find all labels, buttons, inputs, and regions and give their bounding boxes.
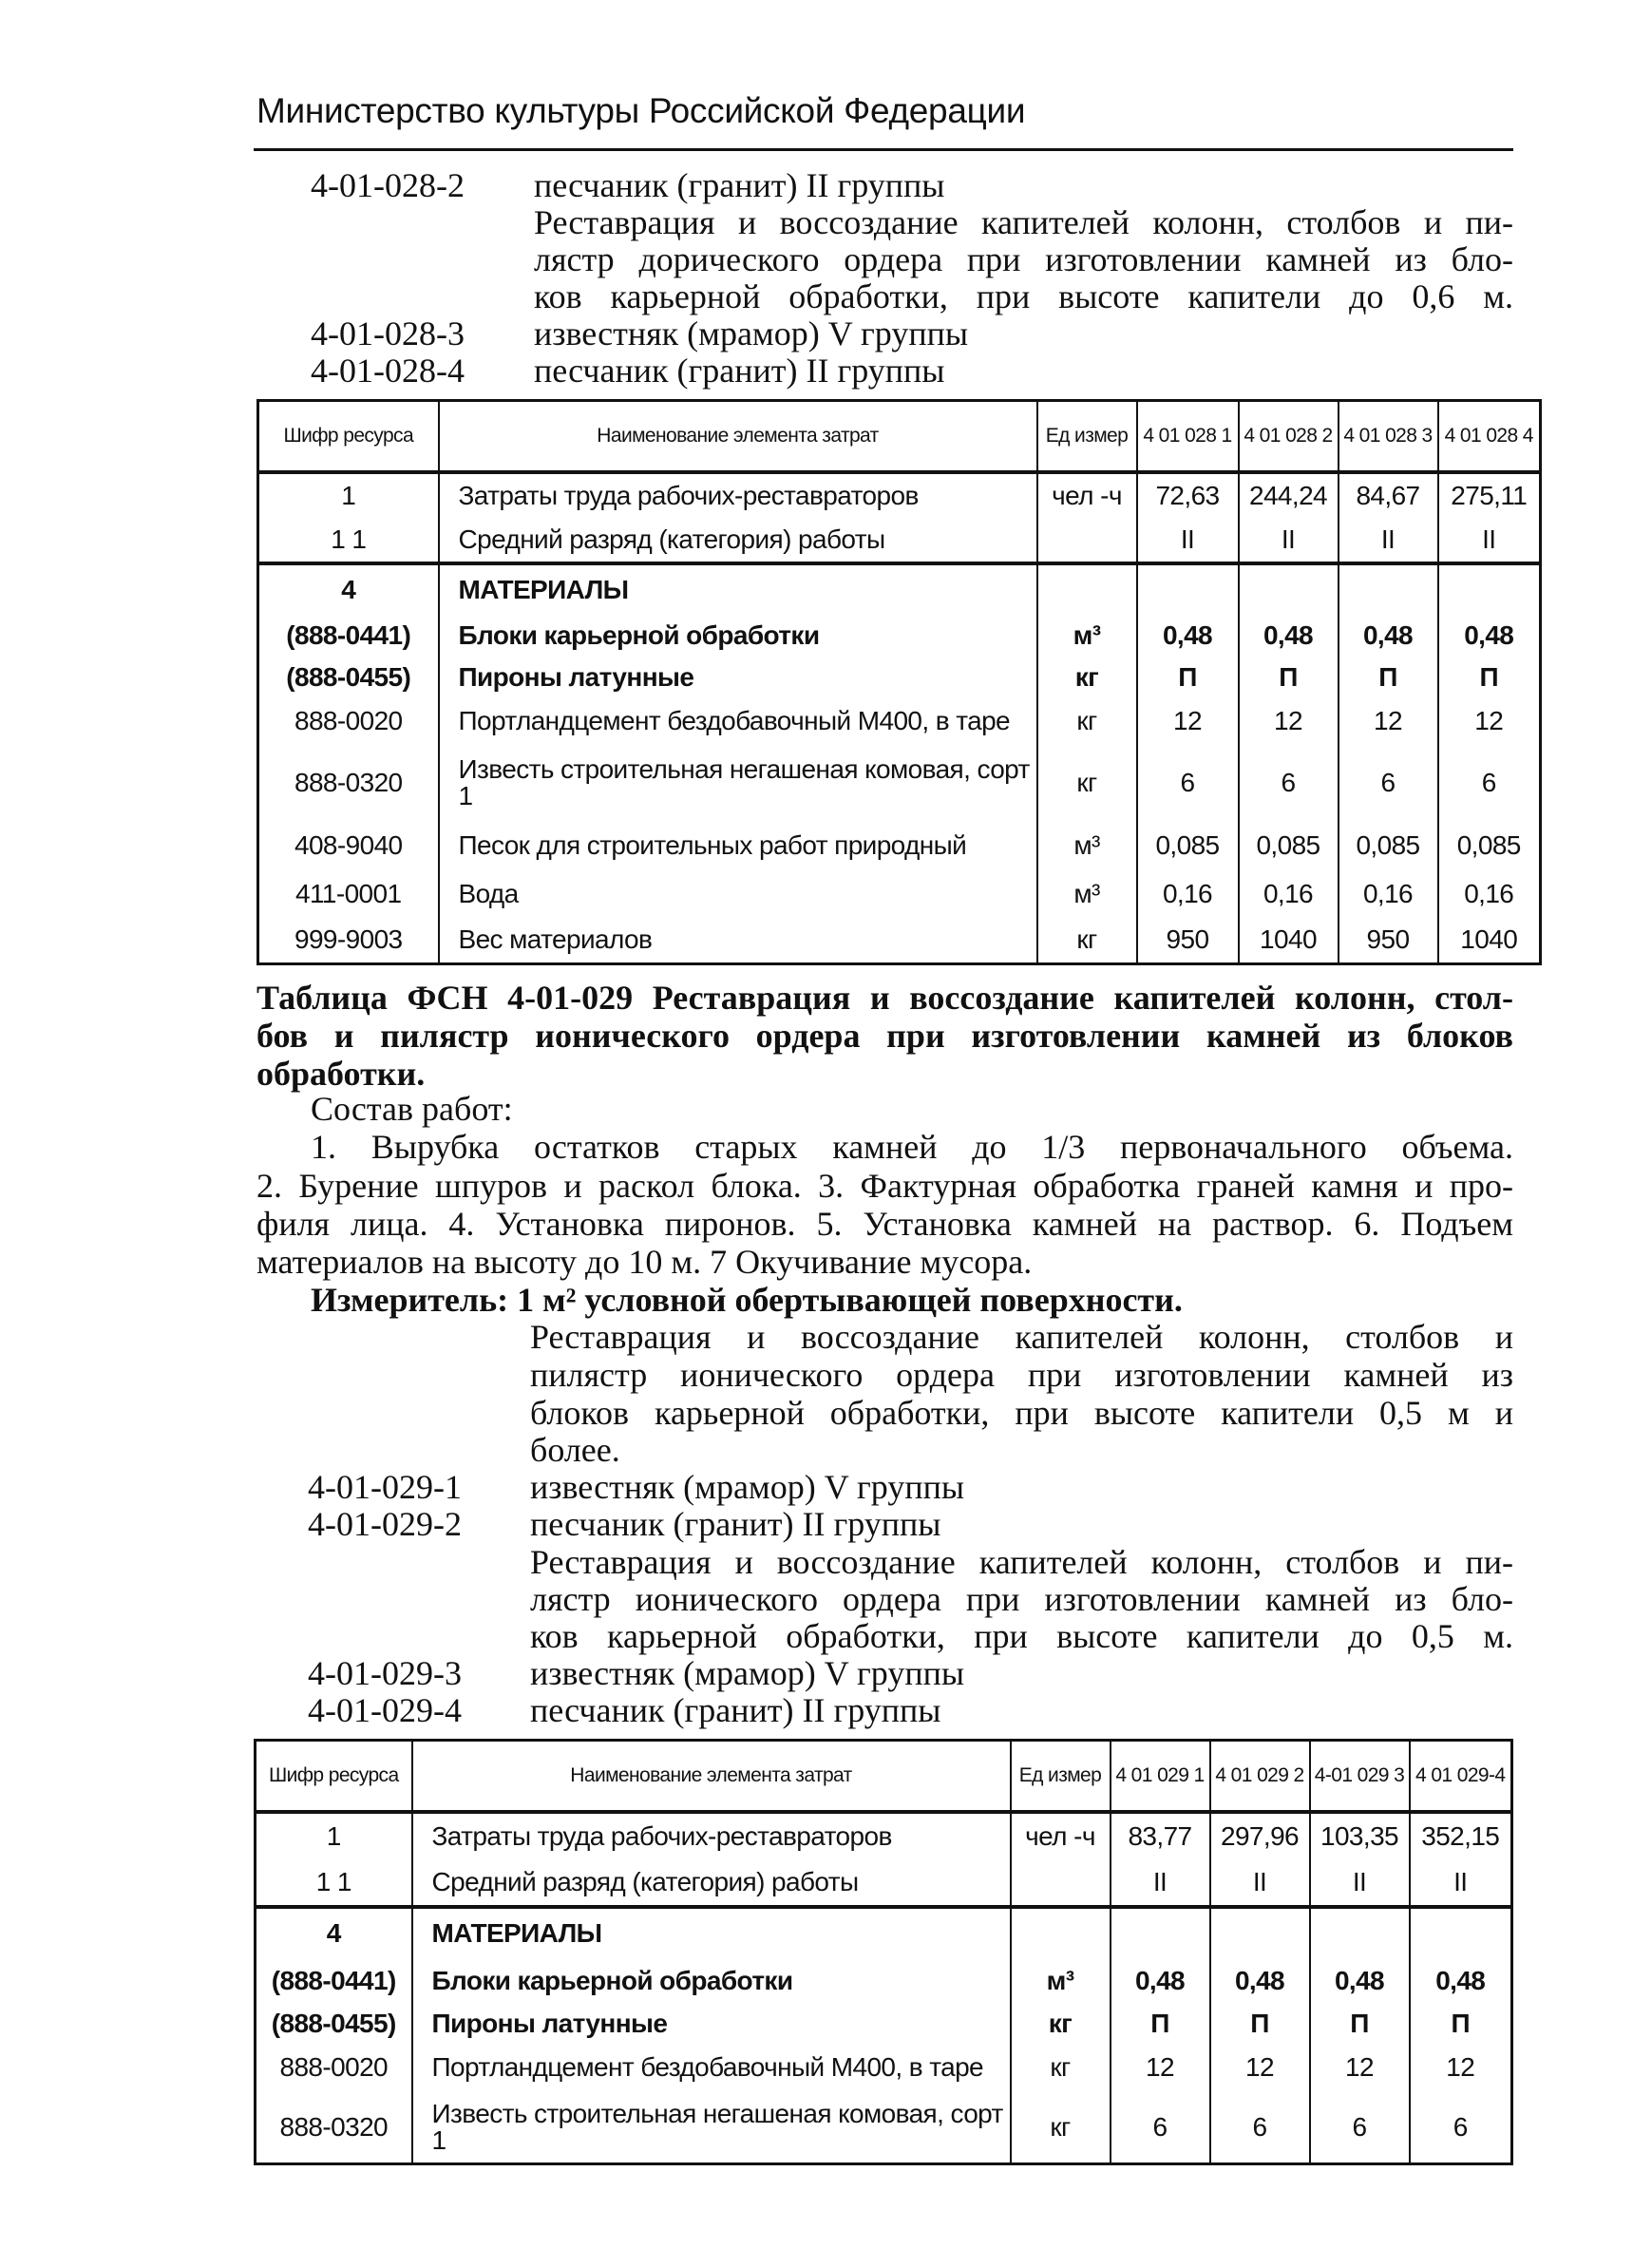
norm-value: 0,48: [1239, 615, 1339, 657]
norm-value: II: [1410, 1859, 1512, 1907]
norm-value: 0,085: [1438, 820, 1541, 871]
table-row: [258, 697, 1541, 746]
resource-unit: кг: [1011, 2044, 1111, 2092]
table-row: [258, 820, 1541, 871]
resource-code: 888-0320: [256, 2092, 412, 2164]
norm-value: 0,48: [1137, 615, 1239, 657]
norm-code: 4-01-028-2: [311, 166, 465, 204]
norm-value: II: [1339, 518, 1438, 563]
resource-name: МАТЕРИАЛЫ: [439, 563, 1037, 615]
norm-value: 352,15: [1410, 1812, 1512, 1859]
norm-value: 275,11: [1438, 472, 1541, 518]
table-row: [256, 1859, 1512, 1907]
norm-value: 12: [1339, 697, 1438, 746]
resource-unit: [1011, 1859, 1111, 1907]
norm-description: Реставрация и воссоздание капителей колонн, столбов и пи-: [530, 1543, 1513, 1581]
norm-value: 6: [1239, 746, 1339, 820]
norm-value: П: [1339, 657, 1438, 697]
resource-code: 888-0320: [258, 746, 439, 820]
page-header: Министерство культуры Российской Федерации: [256, 91, 1026, 130]
resource-unit: кг: [1011, 2004, 1111, 2044]
table-row: [258, 746, 1541, 820]
header-unit: Ед измер: [1011, 1741, 1111, 1812]
work-step-line: материалов на высоту до 10 м. 7 Окучивание мусора.: [256, 1243, 1033, 1281]
resource-unit: м³: [1037, 615, 1137, 657]
norm-code: 4-01-029-1: [308, 1468, 462, 1506]
norm-description: ков карьерной обработки, при высоте капители до 0,5 м.: [530, 1617, 1513, 1655]
resource-name: Известь строительная негашеная комовая, сорт 1: [439, 746, 1037, 820]
header-code: Шифр ресурса: [258, 401, 439, 472]
norm-description: известняк (мрамор) V группы: [530, 1654, 965, 1692]
norm-description: ков карьерной обработки, при высоте капители до 0,6 м.: [534, 277, 1513, 315]
resource-code: 1 1: [258, 518, 439, 563]
norm-value: [1410, 1907, 1512, 1958]
norm-value: 12: [1310, 2044, 1410, 2092]
table-title: Таблица ФСН 4-01-029 Реставрация и воссоздание капителей колонн, стол-: [256, 979, 1513, 1017]
norm-description: песчаник (гранит) II группы: [530, 1691, 941, 1729]
norm-value: 6: [1339, 746, 1438, 820]
work-step-line: 1. Вырубка остатков старых камней до 1/3 первоначального объема.: [311, 1128, 1513, 1166]
norm-code: 4-01-028-3: [311, 314, 465, 352]
table-row: [258, 917, 1541, 964]
resource-unit: кг: [1037, 746, 1137, 820]
norm-code: 4-01-028-4: [311, 352, 465, 390]
norm-description: Реставрация и воссоздание капителей колонн, столбов и пи-: [534, 203, 1513, 241]
norm-value: 83,77: [1111, 1812, 1210, 1859]
norm-value: II: [1137, 518, 1239, 563]
measure-unit: Измеритель: 1 м² условной обертывающей поверхности.: [311, 1281, 1183, 1319]
table-row: [256, 1907, 1512, 1958]
norm-value: [1111, 1907, 1210, 1958]
resource-code: 999-9003: [258, 917, 439, 964]
norm-value: 0,48: [1410, 1958, 1512, 2004]
norm-value: 0,48: [1438, 615, 1541, 657]
norm-value: 12: [1438, 697, 1541, 746]
norm-value: II: [1310, 1859, 1410, 1907]
work-step-line: 2. Бурение шпуров и раскол блока. 3. Фактурная обработка граней камня и про-: [256, 1167, 1513, 1205]
norm-description: пилястр ионического ордера при изготовлении камней из: [530, 1356, 1513, 1394]
norm-description: Реставрация и воссоздание капителей колонн, столбов и: [530, 1318, 1513, 1356]
norm-description: известняк (мрамор) V группы: [530, 1468, 965, 1506]
resource-code: 1 1: [256, 1859, 412, 1907]
table-row: [258, 518, 1541, 563]
norm-value: П: [1210, 2004, 1310, 2044]
norm-value: 0,48: [1310, 1958, 1410, 2004]
norm-value: [1137, 563, 1239, 615]
norm-value: 0,48: [1111, 1958, 1210, 2004]
table-row: [258, 563, 1541, 615]
resource-code: 1: [258, 472, 439, 518]
table-header-row: [256, 1741, 1512, 1812]
norm-value: П: [1111, 2004, 1210, 2044]
header-norm-column: 4 01 028 2: [1239, 401, 1339, 472]
norm-value: 6: [1438, 746, 1541, 820]
resource-name: Блоки карьерной обработки: [412, 1958, 1011, 2004]
table-title: бов и пилястр ионического ордера при изготовлении камней из блоков: [256, 1017, 1513, 1055]
resource-name: Затраты труда рабочих-реставраторов: [412, 1812, 1011, 1859]
resource-unit: м³: [1011, 1958, 1111, 2004]
norm-value: 0,16: [1438, 871, 1541, 917]
norm-value: [1210, 1907, 1310, 1958]
resource-code: 1: [256, 1812, 412, 1859]
table-row: [258, 871, 1541, 917]
resource-code: (888-0441): [258, 615, 439, 657]
resource-name: Затраты труда рабочих-реставраторов: [439, 472, 1037, 518]
header-unit: Ед измер: [1037, 401, 1137, 472]
resource-name: Пироны латунные: [439, 657, 1037, 697]
norm-value: 6: [1410, 2092, 1512, 2164]
resource-code: 4: [258, 563, 439, 615]
norm-value: 6: [1137, 746, 1239, 820]
norm-code: 4-01-029-2: [308, 1505, 462, 1543]
norm-value: 12: [1410, 2044, 1512, 2092]
resource-unit: м³: [1037, 871, 1137, 917]
resource-code: 411-0001: [258, 871, 439, 917]
norm-value: П: [1438, 657, 1541, 697]
resource-name: Портландцемент бездобавочный М400, в таре: [439, 697, 1037, 746]
norm-value: 12: [1210, 2044, 1310, 2092]
norm-value: II: [1210, 1859, 1310, 1907]
resource-name: Вода: [439, 871, 1037, 917]
resource-name: Средний разряд (категория) работы: [439, 518, 1037, 563]
resource-name: Средний разряд (категория) работы: [412, 1859, 1011, 1907]
norm-value: 0,16: [1339, 871, 1438, 917]
resource-unit: чел -ч: [1037, 472, 1137, 518]
norm-description: песчаник (гранит) II группы: [530, 1505, 941, 1543]
work-composition-label: Состав работ:: [311, 1090, 513, 1128]
norm-value: П: [1239, 657, 1339, 697]
norm-value: II: [1438, 518, 1541, 563]
resource-unit: кг: [1011, 2092, 1111, 2164]
resource-unit: [1011, 1907, 1111, 1958]
norm-description: более.: [530, 1431, 620, 1469]
norm-description: песчаник (гранит) II группы: [534, 166, 945, 204]
header-name: Наименование элемента затрат: [439, 401, 1037, 472]
norm-value: 297,96: [1210, 1812, 1310, 1859]
norm-value: II: [1111, 1859, 1210, 1907]
norm-value: 12: [1111, 2044, 1210, 2092]
norm-value: 1040: [1438, 917, 1541, 964]
norm-value: 12: [1137, 697, 1239, 746]
resource-name: Пироны латунные: [412, 2004, 1011, 2044]
norm-code: 4-01-029-4: [308, 1691, 462, 1729]
header-norm-column: 4 01 029 1: [1111, 1741, 1210, 1812]
resource-table-029: [254, 1739, 1513, 2165]
norm-value: П: [1410, 2004, 1512, 2044]
resource-table-028: [256, 399, 1542, 965]
resource-code: (888-0455): [258, 657, 439, 697]
resource-unit: чел -ч: [1011, 1812, 1111, 1859]
norm-value: 84,67: [1339, 472, 1438, 518]
header-norm-column: 4 01 028 3: [1339, 401, 1438, 472]
header-norm-column: 4 01 029 2: [1210, 1741, 1310, 1812]
norm-value: 0,16: [1239, 871, 1339, 917]
norm-value: 6: [1210, 2092, 1310, 2164]
resource-code: 408-9040: [258, 820, 439, 871]
table-row: [256, 2004, 1512, 2044]
resource-name: Песок для строительных работ природный: [439, 820, 1037, 871]
norm-value: 103,35: [1310, 1812, 1410, 1859]
norm-value: [1310, 1907, 1410, 1958]
norm-description: известняк (мрамор) V группы: [534, 314, 969, 352]
resource-unit: [1037, 518, 1137, 563]
norm-value: [1239, 563, 1339, 615]
table-row: [256, 2044, 1512, 2092]
norm-value: II: [1239, 518, 1339, 563]
resource-unit: м³: [1037, 820, 1137, 871]
header-rule: [254, 148, 1513, 151]
norm-value: 950: [1339, 917, 1438, 964]
header-norm-column: 4 01 028 1: [1137, 401, 1239, 472]
table-title: обработки.: [256, 1055, 426, 1093]
resource-name: Портландцемент бездобавочный М400, в таре: [412, 2044, 1011, 2092]
table-row: [256, 1812, 1512, 1859]
norm-value: 244,24: [1239, 472, 1339, 518]
table-row: [258, 615, 1541, 657]
table-header-row: [258, 401, 1541, 472]
norm-value: [1438, 563, 1541, 615]
table-row: [256, 2092, 1512, 2164]
norm-description: блоков карьерной обработки, при высоте капители 0,5 м и: [530, 1394, 1513, 1432]
resource-code: (888-0455): [256, 2004, 412, 2044]
norm-code: 4-01-029-3: [308, 1654, 462, 1692]
resource-unit: кг: [1037, 697, 1137, 746]
norm-value: 6: [1310, 2092, 1410, 2164]
work-step-line: филя лица. 4. Установка пиронов. 5. Установка камней на раствор. 6. Подъем: [256, 1205, 1513, 1243]
table-row: [258, 657, 1541, 697]
resource-name: Блоки карьерной обработки: [439, 615, 1037, 657]
norm-description: лястр дорического ордера при изготовлении камней из бло-: [534, 240, 1513, 278]
norm-value: П: [1310, 2004, 1410, 2044]
norm-description: песчаник (гранит) II группы: [534, 352, 945, 390]
norm-value: П: [1137, 657, 1239, 697]
table-row: [258, 472, 1541, 518]
norm-value: 1040: [1239, 917, 1339, 964]
header-name: Наименование элемента затрат: [412, 1741, 1011, 1812]
resource-unit: кг: [1037, 917, 1137, 964]
norm-value: 12: [1239, 697, 1339, 746]
header-norm-column: 4-01 029 3: [1310, 1741, 1410, 1812]
resource-unit: кг: [1037, 657, 1137, 697]
norm-value: 6: [1111, 2092, 1210, 2164]
norm-description: лястр ионического ордера при изготовлении камней из бло-: [530, 1580, 1513, 1618]
norm-value: 0,085: [1239, 820, 1339, 871]
header-code: Шифр ресурса: [256, 1741, 412, 1812]
table-row: [256, 1958, 1512, 2004]
resource-unit: [1037, 563, 1137, 615]
header-norm-column: 4 01 028 4: [1438, 401, 1541, 472]
resource-code: 4: [256, 1907, 412, 1958]
norm-value: [1339, 563, 1438, 615]
norm-value: 0,48: [1339, 615, 1438, 657]
resource-name: Известь строительная негашеная комовая, сорт 1: [412, 2092, 1011, 2164]
resource-code: (888-0441): [256, 1958, 412, 2004]
norm-value: 0,085: [1339, 820, 1438, 871]
norm-value: 0,085: [1137, 820, 1239, 871]
resource-code: 888-0020: [258, 697, 439, 746]
norm-value: 950: [1137, 917, 1239, 964]
resource-code: 888-0020: [256, 2044, 412, 2092]
resource-name: Вес материалов: [439, 917, 1037, 964]
norm-value: 0,48: [1210, 1958, 1310, 2004]
norm-value: 0,16: [1137, 871, 1239, 917]
norm-value: 72,63: [1137, 472, 1239, 518]
resource-name: МАТЕРИАЛЫ: [412, 1907, 1011, 1958]
header-norm-column: 4 01 029-4: [1410, 1741, 1512, 1812]
